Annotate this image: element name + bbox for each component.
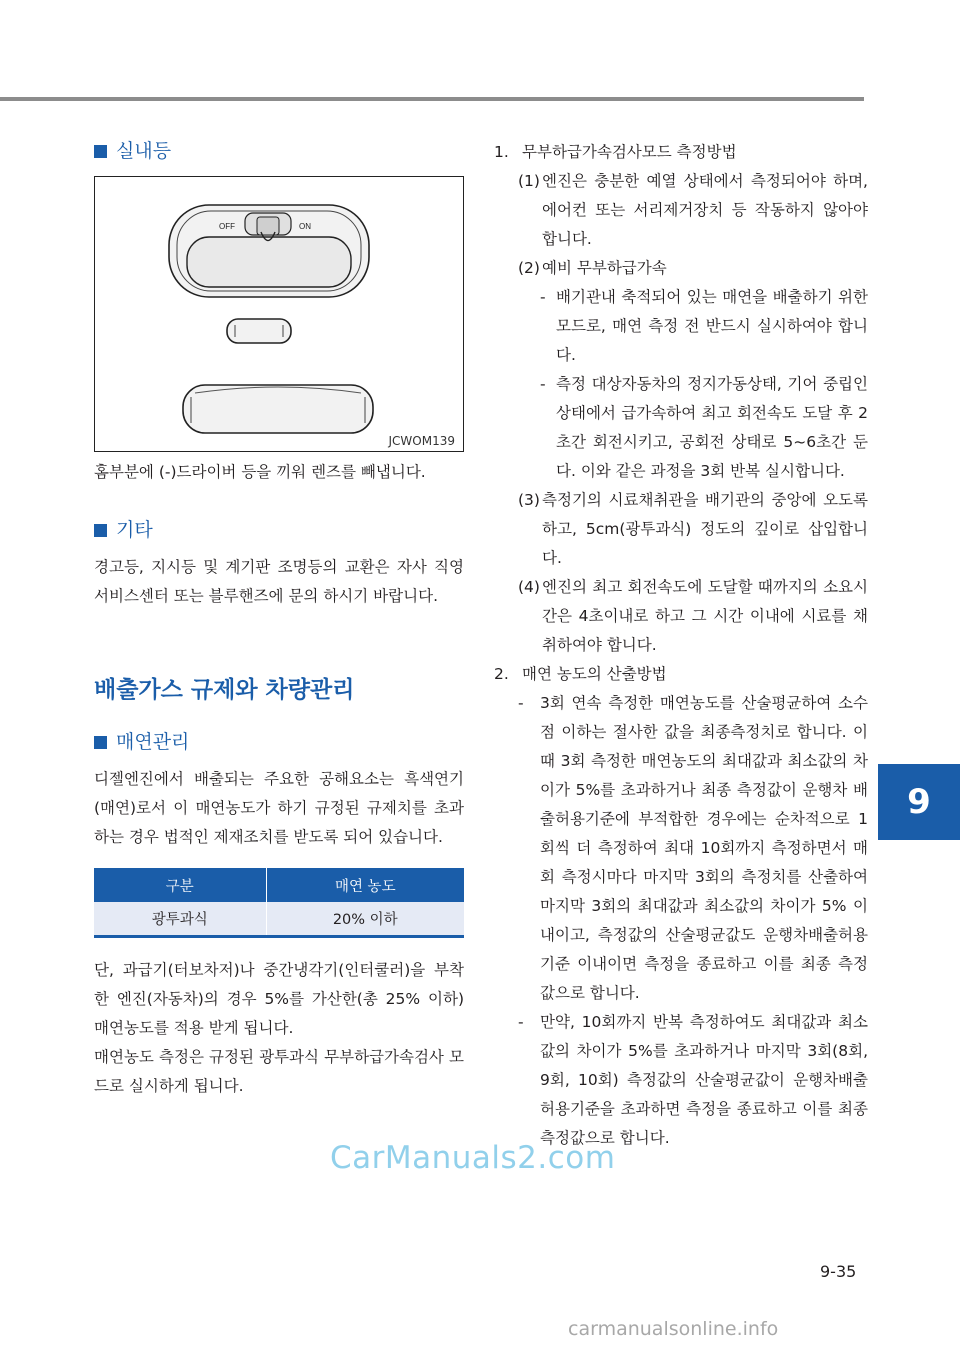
square-bullet-icon — [94, 524, 107, 537]
section-heading-interior-lamp — [94, 136, 464, 166]
section-title: 기타 — [116, 519, 153, 541]
list-heading: 매연 농도의 산출방법 — [522, 665, 667, 683]
section-title: 실내등 — [116, 140, 172, 162]
main-heading: 배출가스 규제와 차량관리 — [94, 677, 355, 703]
list-text: 측정기의 시료채취관을 배기관의 중앙에 오도록 하고, 5cm(광투과식) 정도의 깊이로 삽입합니다. — [542, 491, 868, 567]
table-row — [94, 902, 464, 937]
square-bullet-icon — [94, 736, 107, 749]
off-label: OFF — [219, 222, 235, 231]
measurement-note: 매연농도 측정은 규정된 광투과식 무부하급가속검사 모드로 실시하게 됩니다. — [94, 1048, 464, 1095]
right-column — [494, 138, 868, 1153]
table-header-cell: 매연 농도 — [266, 868, 464, 902]
list-dash: - — [518, 694, 524, 712]
left-column — [94, 136, 464, 1101]
list-text: 측정 대상자동차의 정지가동상태, 기어 중립인 상태에서 급가속하여 최고 회전속도 도달 후 2초간 회전시키고, 공회전 상태로 5~6초간 둔다. 이와 같은 과정을 3회 반복 실시합니다. — [556, 375, 868, 480]
list-number: 1. — [494, 143, 509, 161]
top-rule — [0, 97, 864, 101]
section-heading-smoke — [94, 727, 464, 757]
list-number: (1) — [518, 172, 540, 190]
list-text: 만약, 10회까지 반복 측정하여도 최대값과 최소값의 차이가 5%를 초과하거나 마지막 3회(8회, 9회, 10회) 측정값의 산술평균값이 운행차배출허용기준을 초과하면 측정을 종료하고 이를 최종 측정값으로 합니다. — [540, 1013, 868, 1147]
heading-2 — [494, 660, 868, 689]
list-item — [494, 573, 868, 660]
list-text: 엔진은 충분한 예열 상태에서 측정되어야 하며, 에어컨 또는 서리제거장치 등 작동하지 않아야 합니다. — [542, 172, 868, 248]
chapter-tab: 9 — [878, 764, 960, 840]
list-text: 배기관내 축적되어 있는 매연을 배출하기 위한 모드로, 매연 측정 전 반드시 실시하여야 합니다. — [556, 288, 868, 364]
list-text: 예비 무부하급가속 — [542, 259, 667, 277]
table-header-row — [94, 868, 464, 902]
heading-1 — [494, 138, 868, 167]
list-dash: - — [518, 1013, 524, 1031]
list-dash: - — [540, 288, 546, 306]
smoke-body: 디젤엔진에서 배출되는 주요한 공해요소는 흑색연기(매연)로서 이 매연농도가 하기 규정된 규제치를 초과하는 경우 법적인 제재조치를 받도록 되어 있습니다. — [94, 770, 464, 846]
smoke-spec-table — [94, 868, 464, 938]
list-item — [494, 167, 868, 254]
list-number: (2) — [518, 259, 540, 277]
page-number: 9-35 — [820, 1262, 857, 1281]
section-title: 매연관리 — [116, 731, 190, 753]
interior-lamp-body: 홈부분에 (-)드라이버 등을 끼워 렌즈를 빼냅니다. — [94, 463, 426, 481]
list-item — [494, 486, 868, 573]
section-heading-other — [94, 515, 464, 545]
interior-lamp-illustration — [95, 177, 463, 451]
list-number: 2. — [494, 665, 509, 683]
list-item — [494, 370, 868, 486]
turbo-note: 단, 과급기(터보차저)나 중간냉각기(인터쿨러)을 부착한 엔진(자동차)의 경우 5%를 가산한(총 25% 이하) 매연농도를 적용 받게 됩니다. — [94, 961, 464, 1037]
other-body: 경고등, 지시등 및 계기판 조명등의 교환은 자사 직영 서비스센터 또는 블루핸즈에 문의 하시기 바랍니다. — [94, 558, 464, 605]
watermark: CarManuals2.com — [330, 1140, 616, 1176]
list-text: 엔진의 최고 회전속도에 도달할 때까지의 소요시간은 4초이내로 하고 그 시간 이내에 시료를 채취하여야 합니다. — [542, 578, 868, 654]
list-dash: - — [540, 375, 546, 393]
list-number: (4) — [518, 578, 540, 596]
square-bullet-icon — [94, 145, 107, 158]
list-item — [494, 283, 868, 370]
interior-lamp-figure — [94, 176, 464, 452]
watermark-footer: carmanualsonline.info — [568, 1318, 779, 1340]
on-label: ON — [299, 222, 311, 231]
list-item — [494, 1008, 868, 1153]
table-cell: 광투과식 — [94, 902, 266, 937]
list-item — [494, 689, 868, 1008]
list-heading: 무부하급가속검사모드 측정방법 — [522, 143, 737, 161]
table-header-cell: 구분 — [94, 868, 266, 902]
list-number: (3) — [518, 491, 540, 509]
table-cell: 20% 이하 — [266, 902, 464, 937]
figure-code: JCWOM139 — [388, 434, 455, 448]
list-item — [494, 254, 868, 283]
list-text: 3회 연속 측정한 매연농도를 산술평균하여 소수점 이하는 절사한 값을 최종측정치로 합니다. 이때 3회 측정한 매연농도의 최대값과 최소값의 차이가 5%를 초과하거나 최종 측정값이 운행차 배출허용기준에 부적합한 경우에는 순차적으로 1회씩 더 측정하여 최대 10회까지 측정하면서 매회 측정시마다 마지막 3회의 측정치를 산출하여 마지막 3회의 최대값과 최소값의 차이가 5% 이내이고, 측정값의 산술평균값도 운행차배출허용기준 이내이면 측정을 종료하고 이를 최종 측정값으로 합니다. — [540, 694, 868, 1002]
